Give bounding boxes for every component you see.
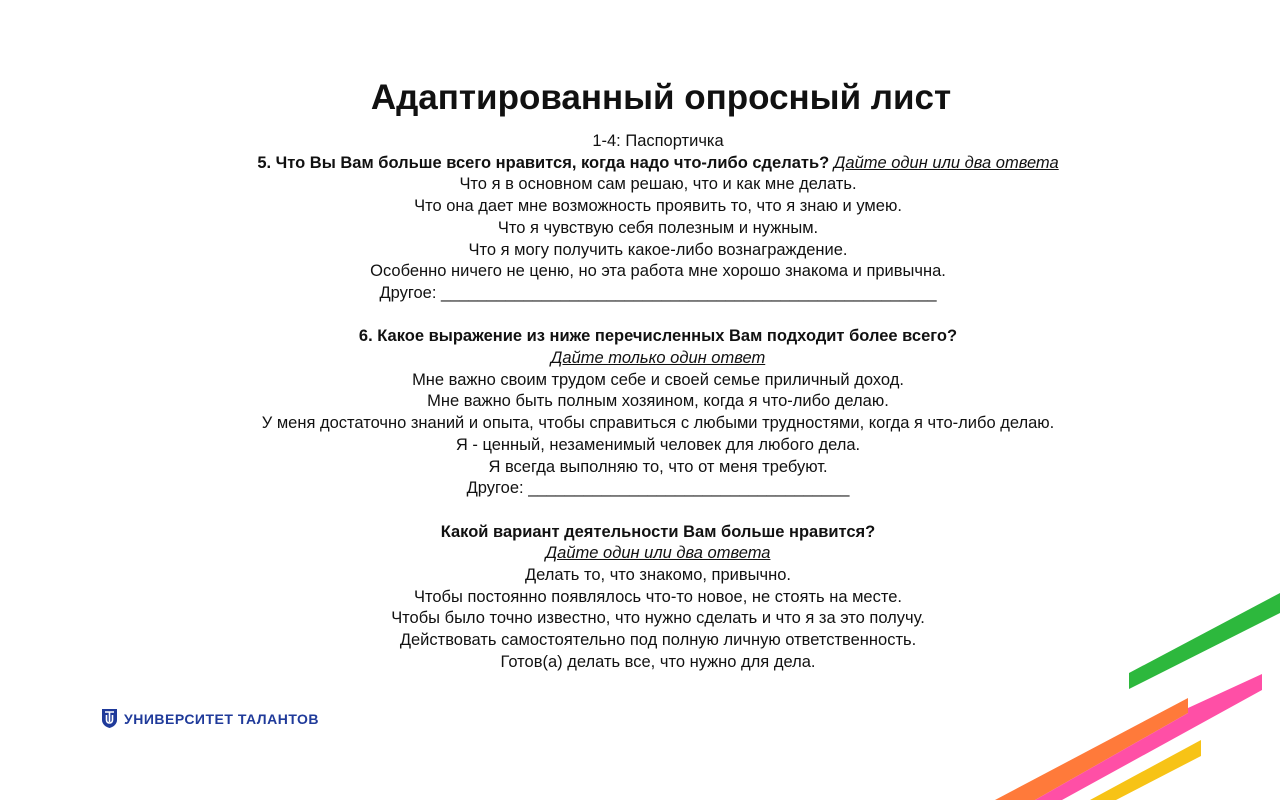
option-other: Другое: ______________________________________________________ bbox=[379, 283, 937, 302]
instruction: Дайте один или два ответа bbox=[833, 153, 1059, 172]
option: Готов(а) делать все, что нужно для дела. bbox=[500, 652, 816, 671]
instruction: Дайте только один ответ bbox=[550, 349, 766, 368]
instruction: Дайте один или два ответа bbox=[545, 544, 771, 563]
question-6: 6. Какое выражение из ниже перечисленных Вам подходит более всего? bbox=[358, 327, 958, 346]
option: Что я в основном сам решаю, что и как мне делать. bbox=[459, 175, 857, 194]
slide-title: Адаптированный опросный лист bbox=[370, 78, 952, 117]
option: Что я могу получить какое-либо вознаграждение. bbox=[468, 240, 848, 259]
option: Я всегда выполняю то, что от меня требуют. bbox=[488, 457, 828, 476]
orange-stripe bbox=[995, 698, 1188, 800]
option: Что я чувствую себя полезным и нужным. bbox=[497, 218, 819, 237]
option: Действовать самостоятельно под полную личную ответственность. bbox=[399, 631, 917, 650]
option-other: Другое: ___________________________________ bbox=[466, 479, 850, 498]
option: Чтобы постоянно появлялось что-то новое, не стоять на месте. bbox=[414, 587, 902, 606]
option: Делать то, что знакомо, привычно. bbox=[525, 566, 791, 585]
option: У меня достаточно знаний и опыта, чтобы справиться с любыми трудностями, когда я что-либо делаю. bbox=[261, 414, 1055, 433]
question-text: 5. Что Вы Вам больше всего нравится, когда надо что-либо сделать? bbox=[257, 153, 830, 172]
passport-line: 1-4: Паспортичка bbox=[592, 132, 724, 150]
question-7: Какой вариант деятельности Вам больше нравится? bbox=[440, 522, 876, 541]
green-stripe bbox=[1129, 593, 1280, 689]
option: Особенно ничего не ценю, но эта работа мне хорошо знакома и привычна. bbox=[370, 262, 946, 281]
option: Мне важно быть полным хозяином, когда я что-либо делаю. bbox=[427, 392, 889, 411]
option: Чтобы было точно известно, что нужно сделать и что я за это получу. bbox=[391, 609, 925, 628]
option: Что она дает мне возможность проявить то, что я знаю и умею. bbox=[414, 197, 902, 216]
option: Я - ценный, незаменимый человек для любого дела. bbox=[455, 435, 861, 454]
option: Мне важно своим трудом себе и своей семье приличный доход. bbox=[412, 370, 904, 389]
logo-text: УНИВЕРСИТЕТ ТАЛАНТОВ bbox=[124, 710, 320, 727]
